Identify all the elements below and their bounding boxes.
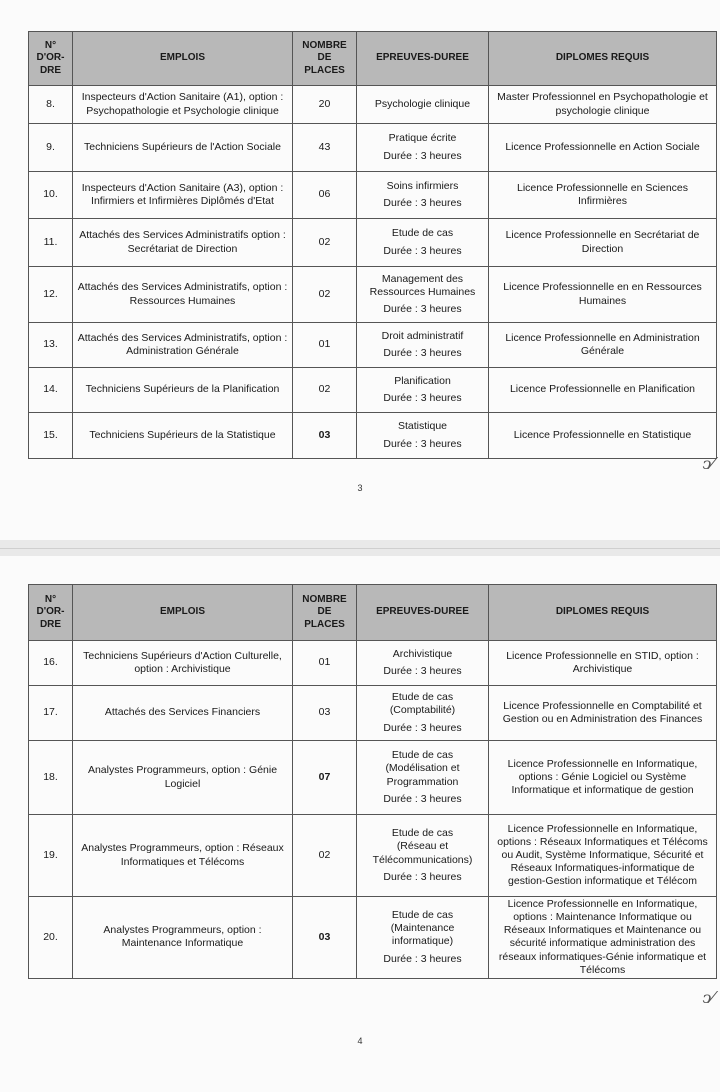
epreuve-line: Etude de cas [391,691,454,704]
cell-places: 03 [293,897,357,979]
document-page-3 [0,0,720,540]
cell-epreuve [357,413,489,459]
table-row [29,368,717,413]
cell-emploi: Techniciens Supérieurs de la Planification [73,368,293,413]
header-diplomes: DIPLOMES REQUIS [489,32,717,86]
cell-ordre: 15. [29,413,73,459]
cell-diplome: Licence Professionnelle en Informatique, options : Réseaux Informatiques et Télécoms ou Audit, Système Informatique, Sécurité et Réseaux Informatiques-informatique de gestion-Gestion informatique et Télécom [489,815,717,897]
document-page-4 [0,556,720,1092]
cell-epreuve [357,267,489,323]
table-row [29,641,717,686]
epreuve-line: Etude de cas [391,827,454,840]
cell-places: 43 [293,124,357,172]
duree-line: Durée : 3 heures [383,347,462,359]
page-number: 3 [357,483,363,493]
cell-diplome: Licence Professionnelle en Action Sociale [489,124,717,172]
cell-ordre: 20. [29,897,73,979]
cell-emploi: Techniciens Supérieurs de l'Action Sociale [73,124,293,172]
duree-line: Durée : 3 heures [383,303,462,316]
cell-emploi: Attachés des Services Administratifs, option : Ressources Humaines [73,267,293,323]
header-epreuves: EPREUVES-DUREE [357,32,489,86]
table-row [29,686,717,741]
recruitment-table-page-4 [28,584,717,979]
epreuve-line: (Comptabilité) [389,704,456,717]
initials-mark: ↄ⁄ [702,454,714,473]
cell-diplome: Licence Professionnelle en Administration Générale [489,323,717,368]
cell-ordre: 16. [29,641,73,686]
cell-emploi: Attachés des Services Administratifs, option : Administration Générale [73,323,293,368]
epreuve-line: Archivistique [392,647,453,660]
table-row [29,413,717,459]
cell-diplome: Licence Professionnelle en STID, option : Archivistique [489,641,717,686]
cell-emploi: Attachés des Services Financiers [73,686,293,741]
table-row [29,86,717,124]
cell-places: 03 [293,413,357,459]
cell-places: 20 [293,86,357,124]
duree-line: Durée : 3 heures [383,870,462,883]
table-header-row [29,585,717,641]
cell-epreuve [357,124,489,172]
cell-ordre: 18. [29,741,73,815]
cell-epreuve [357,897,489,979]
header-emplois: EMPLOIS [73,32,293,86]
epreuve-line: Management des Ressources Humaines [369,272,476,298]
duree-line: Durée : 3 heures [383,665,462,677]
header-places: NOMBRE DE PLACES [293,32,357,86]
cell-places: 06 [293,172,357,219]
epreuve-line: Planification [394,374,451,387]
cell-emploi: Inspecteurs d'Action Sanitaire (A1), option : Psychopathologie et Psychologie clinique [73,86,293,124]
duree-line: Durée : 3 heures [383,244,462,257]
cell-emploi: Techniciens Supérieurs d'Action Culturelle, option : Archivistique [73,641,293,686]
cell-emploi: Analystes Programmeurs, option : Génie Logiciel [73,741,293,815]
cell-epreuve [357,641,489,686]
cell-diplome: Licence Professionnelle en Informatique, options : Génie Logiciel ou Système Informatique et informatique de gestion [489,741,717,815]
cell-ordre: 9. [29,124,73,172]
epreuve-line: Soins infirmiers [386,179,459,192]
table-header-row [29,32,717,86]
epreuve-line: Etude de cas [391,909,454,922]
cell-diplome: Master Professionnel en Psychopathologie et psychologie clinique [489,86,717,124]
cell-epreuve [357,815,489,897]
cell-ordre: 17. [29,686,73,741]
cell-emploi: Analystes Programmeurs, option : Maintenance Informatique [73,897,293,979]
page-number: 4 [357,1036,363,1046]
header-ordre: N° D'OR- DRE [29,32,73,86]
epreuve-line: Psychologie clinique [374,97,471,110]
initials-mark: ↄ⁄ [702,988,714,1007]
epreuve-line: Etude de cas [391,227,454,240]
epreuve-line: Droit administratif [381,329,464,342]
epreuve-line: (Modélisation et Programmation [385,762,460,788]
cell-epreuve [357,219,489,267]
cell-ordre: 12. [29,267,73,323]
cell-diplome: Licence Professionnelle en Comptabilité et Gestion ou en Administration des Finances [489,686,717,741]
epreuve-line: Statistique [397,420,448,433]
duree-line: Durée : 3 heures [383,721,462,734]
cell-places: 03 [293,686,357,741]
duree-line: Durée : 3 heures [383,197,462,209]
table-row [29,741,717,815]
cell-places: 02 [293,267,357,323]
cell-epreuve [357,172,489,219]
header-places: NOMBRE DE PLACES [293,585,357,641]
cell-ordre: 11. [29,219,73,267]
table-row [29,267,717,323]
table-row [29,124,717,172]
cell-ordre: 8. [29,86,73,124]
table-row [29,815,717,897]
table-body [29,641,717,979]
table-body [29,86,717,459]
cell-places: 02 [293,815,357,897]
cell-places: 02 [293,368,357,413]
cell-places: 07 [293,741,357,815]
cell-diplome: Licence Professionnelle en Sciences Infirmières [489,172,717,219]
duree-line: Durée : 3 heures [383,437,462,450]
header-epreuves: EPREUVES-DUREE [357,585,489,641]
cell-emploi: Attachés des Services Administratifs option : Secrétariat de Direction [73,219,293,267]
header-emplois: EMPLOIS [73,585,293,641]
cell-ordre: 14. [29,368,73,413]
epreuve-line: Pratique écrite [388,132,457,145]
cell-epreuve [357,86,489,124]
header-diplomes: DIPLOMES REQUIS [489,585,717,641]
cell-epreuve [357,368,489,413]
epreuve-line: (Maintenance informatique) [390,922,455,948]
cell-places: 01 [293,323,357,368]
epreuve-line: (Réseau et Télécommunications) [372,840,473,866]
cell-ordre: 19. [29,815,73,897]
duree-line: Durée : 3 heures [383,392,462,404]
page-divider [0,548,720,549]
cell-ordre: 10. [29,172,73,219]
duree-line: Durée : 3 heures [383,952,462,965]
cell-emploi: Analystes Programmeurs, option : Réseaux Informatiques et Télécoms [73,815,293,897]
table-row [29,897,717,979]
header-ordre: N° D'OR- DRE [29,585,73,641]
cell-diplome: Licence Professionnelle en en Ressources Humaines [489,267,717,323]
table-row [29,323,717,368]
cell-diplome: Licence Professionnelle en Statistique [489,413,717,459]
cell-epreuve [357,686,489,741]
cell-places: 02 [293,219,357,267]
duree-line: Durée : 3 heures [383,149,462,162]
cell-diplome: Licence Professionnelle en Informatique, options : Maintenance Informatique ou Réseaux Informatiques et Maintenance ou sécurité informatique administration des réseaux informatiques-Génie informatique et Télécoms [489,897,717,979]
cell-diplome: Licence Professionnelle en Planification [489,368,717,413]
cell-emploi: Techniciens Supérieurs de la Statistique [73,413,293,459]
cell-epreuve [357,323,489,368]
duree-line: Durée : 3 heures [383,792,462,805]
table-row [29,219,717,267]
table-row [29,172,717,219]
epreuve-line: Etude de cas [391,749,454,762]
cell-ordre: 13. [29,323,73,368]
cell-epreuve [357,741,489,815]
cell-emploi: Inspecteurs d'Action Sanitaire (A3), option : Infirmiers et Infirmières Diplômés d'Etat [73,172,293,219]
cell-diplome: Licence Professionnelle en Secrétariat de Direction [489,219,717,267]
cell-places: 01 [293,641,357,686]
recruitment-table-page-3 [28,31,717,459]
